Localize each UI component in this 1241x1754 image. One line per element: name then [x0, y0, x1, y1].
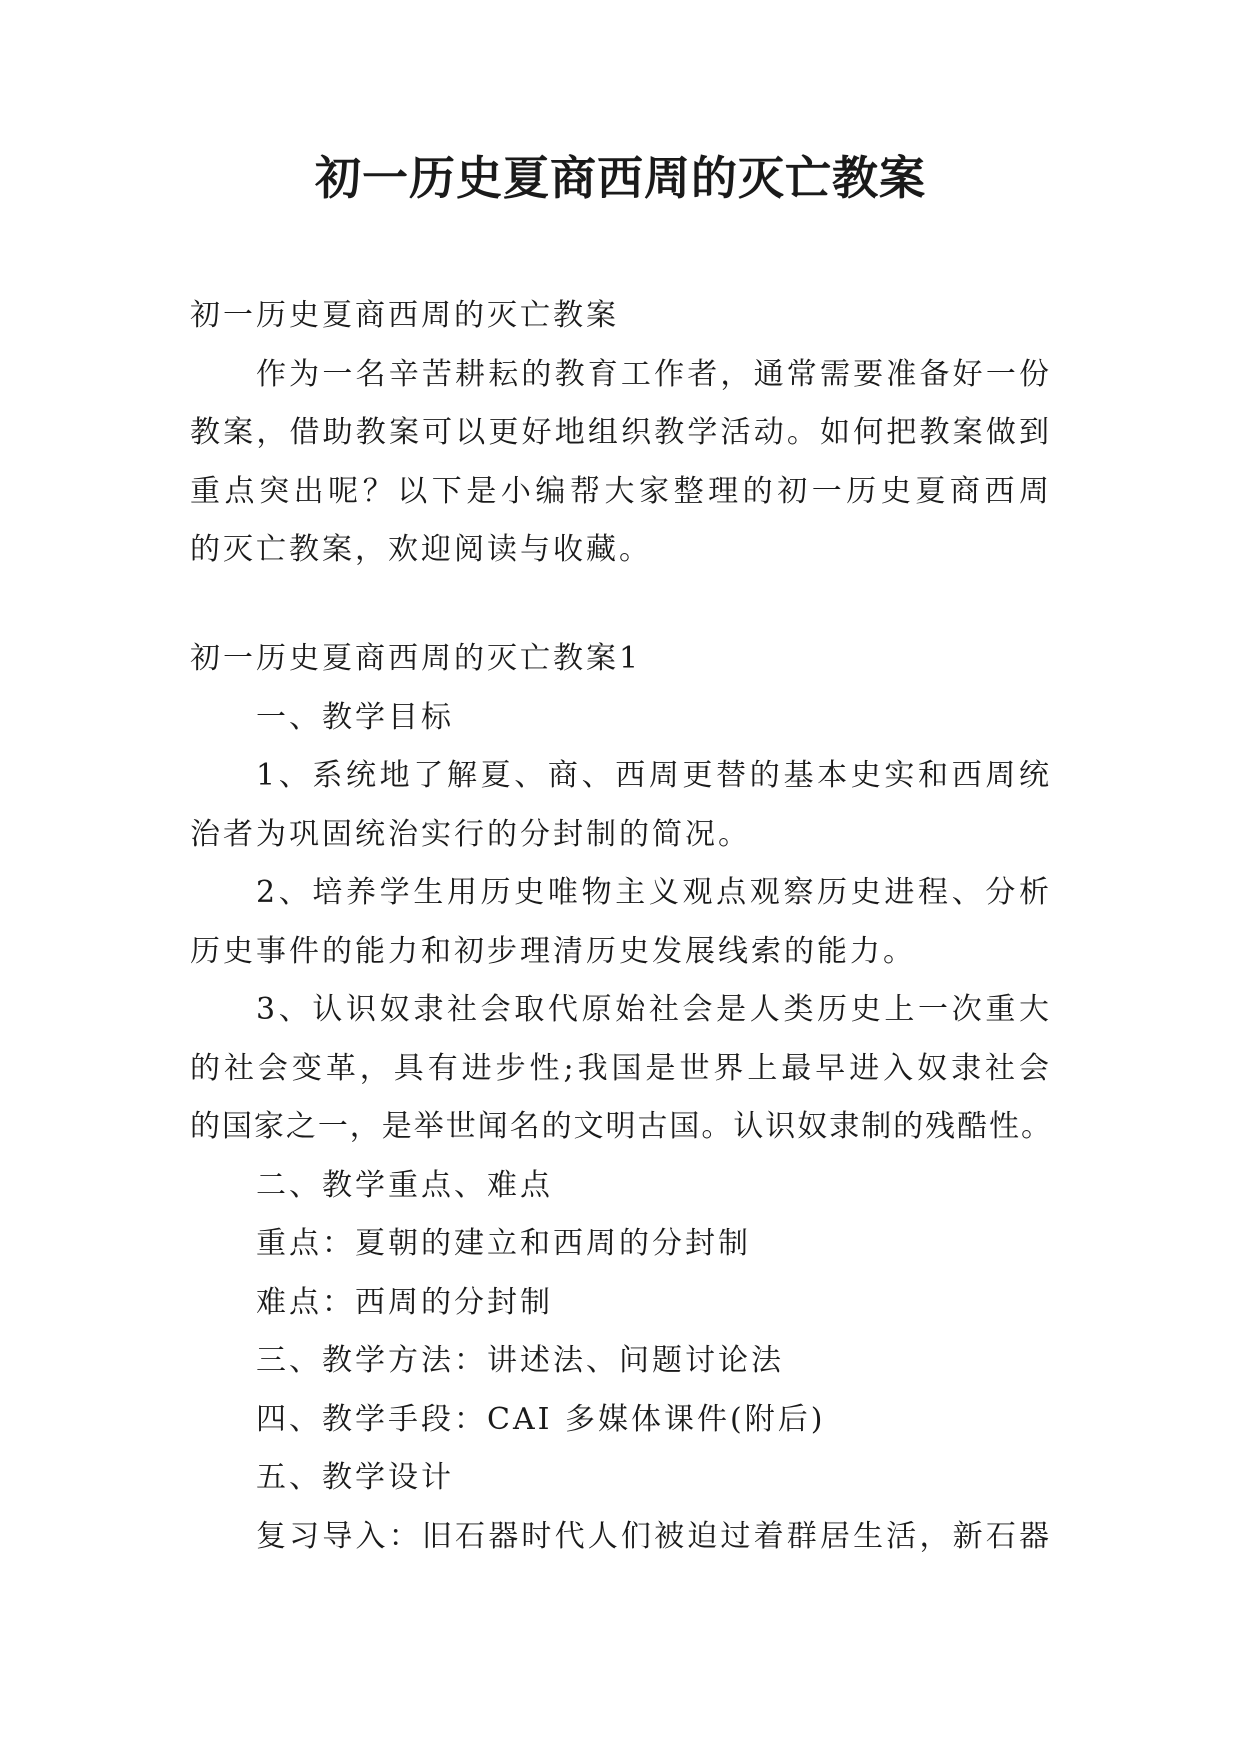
objective-line: 1、系统地了解夏、商、西周更替的基本史实和西周统: [256, 758, 1052, 793]
objective-line: 的社会变革，具有进步性;我国是世界上最早进入奴隶社会: [190, 1050, 1052, 1086]
objective-line: 2、培养学生用历史唯物主义观点观察历史进程、分析: [256, 875, 1052, 910]
design-heading: 五、教学设计: [256, 1460, 454, 1495]
intro-line: 的灭亡教案，欢迎阅读与收藏。: [190, 532, 652, 567]
intro-block: [190, 287, 1052, 580]
objective-1: [190, 747, 1052, 864]
intro-paragraph: [190, 346, 1052, 580]
section-heading: 初一历史夏商西周的灭亡教案1: [190, 641, 642, 676]
difficult-point: 难点：西周的分封制: [256, 1284, 553, 1320]
review-intro: 复习导入：旧石器时代人们被迫过着群居生活，新石器: [256, 1518, 1052, 1554]
intro-line: 教案，借助教案可以更好地组织教学活动。如何把教案做到: [190, 415, 1052, 450]
key-points-heading: 二、教学重点、难点: [256, 1167, 553, 1203]
objective-3: [190, 981, 1052, 1157]
intro-line: 重点突出呢？以下是小编帮大家整理的初一历史夏商西周: [190, 473, 1052, 509]
objective-line: 历史事件的能力和初步理清历史发展线索的能力。: [190, 933, 916, 969]
objective-line: 的国家之一，是举世闻名的文明古国。认识奴隶制的残酷性。: [190, 1109, 1052, 1144]
teaching-means: 四、教学手段：CAI 多媒体课件(附后): [256, 1401, 826, 1437]
objective-line: 治者为巩固统治实行的分封制的简况。: [190, 816, 751, 852]
teaching-methods: 三、教学方法：讲述法、问题讨论法: [256, 1343, 784, 1378]
section-1: [190, 630, 1052, 1566]
objectives-heading: 一、教学目标: [256, 699, 454, 735]
subtitle: 初一历史夏商西周的灭亡教案: [190, 298, 619, 333]
objective-line: 3、认识奴隶社会取代原始社会是人类历史上一次重大: [256, 992, 1052, 1027]
key-point: 重点：夏朝的建立和西周的分封制: [256, 1226, 751, 1261]
document-title: 初一历史夏商西周的灭亡教案: [315, 151, 926, 205]
objective-2: [190, 864, 1052, 981]
intro-line: 作为一名辛苦耕耘的教育工作者，通常需要准备好一份: [256, 356, 1052, 392]
